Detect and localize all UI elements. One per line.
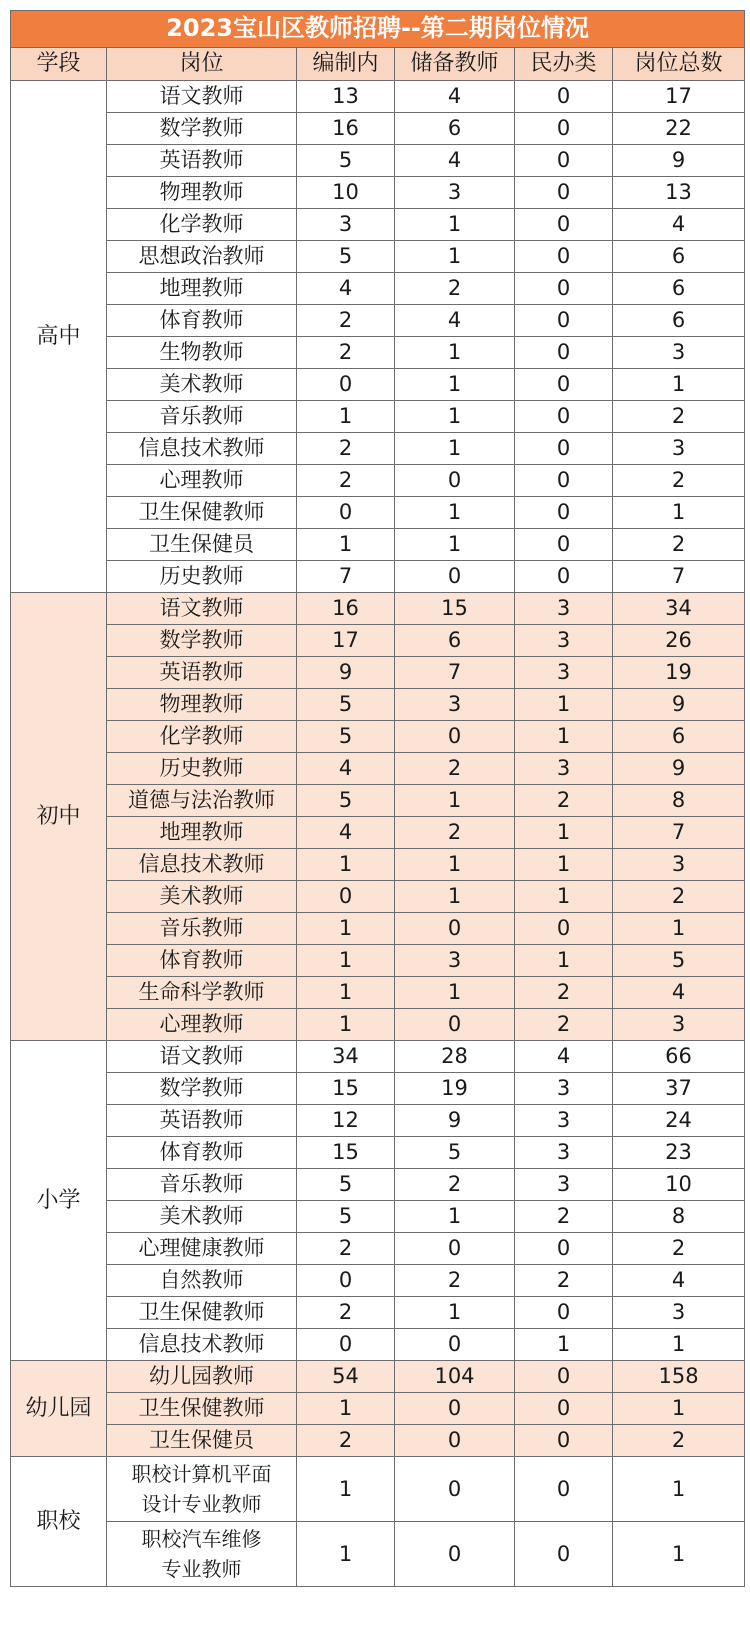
total-cell: 26	[613, 625, 745, 657]
post-cell: 信息技术教师	[107, 433, 297, 465]
table-row	[11, 1041, 745, 1073]
bianzhi-cell: 5	[297, 1201, 395, 1233]
total-cell: 7	[613, 817, 745, 849]
header-total: 岗位总数	[613, 48, 745, 81]
total-cell: 4	[613, 1265, 745, 1297]
chubei-cell: 0	[395, 1233, 515, 1265]
post-cell: 体育教师	[107, 305, 297, 337]
chubei-cell: 15	[395, 593, 515, 625]
chubei-cell: 0	[395, 561, 515, 593]
header-row	[11, 48, 745, 81]
table-row	[11, 465, 745, 497]
minban-cell: 2	[515, 1201, 613, 1233]
table-row	[11, 369, 745, 401]
minban-cell: 3	[515, 753, 613, 785]
post-cell: 美术教师	[107, 369, 297, 401]
total-cell: 24	[613, 1105, 745, 1137]
chubei-cell: 2	[395, 817, 515, 849]
chubei-cell: 4	[395, 305, 515, 337]
minban-cell: 0	[515, 401, 613, 433]
total-cell: 19	[613, 657, 745, 689]
total-cell: 1	[613, 913, 745, 945]
post-cell: 卫生保健员	[107, 1425, 297, 1457]
minban-cell: 1	[515, 881, 613, 913]
chubei-cell: 2	[395, 1169, 515, 1201]
chubei-cell: 0	[395, 1329, 515, 1361]
minban-cell: 0	[515, 273, 613, 305]
chubei-cell: 1	[395, 337, 515, 369]
chubei-cell: 3	[395, 945, 515, 977]
total-cell: 1	[613, 1457, 745, 1522]
table-row	[11, 1393, 745, 1425]
table-row	[11, 1361, 745, 1393]
bianzhi-cell: 2	[297, 1233, 395, 1265]
post-cell: 地理教师	[107, 817, 297, 849]
minban-cell: 0	[515, 369, 613, 401]
total-cell: 2	[613, 1425, 745, 1457]
minban-cell: 0	[515, 1393, 613, 1425]
post-cell: 心理教师	[107, 465, 297, 497]
minban-cell: 0	[515, 209, 613, 241]
post-cell: 体育教师	[107, 945, 297, 977]
bianzhi-cell: 0	[297, 881, 395, 913]
table-row	[11, 401, 745, 433]
post-cell: 生命科学教师	[107, 977, 297, 1009]
minban-cell: 0	[515, 1233, 613, 1265]
post-cell: 历史教师	[107, 561, 297, 593]
post-cell: 语文教师	[107, 1041, 297, 1073]
minban-cell: 0	[515, 177, 613, 209]
table-row	[11, 1297, 745, 1329]
bianzhi-cell: 5	[297, 145, 395, 177]
minban-cell: 0	[515, 113, 613, 145]
header-chubei: 储备教师	[395, 48, 515, 81]
minban-cell: 2	[515, 785, 613, 817]
table-row	[11, 657, 745, 689]
total-cell: 1	[613, 1329, 745, 1361]
bianzhi-cell: 2	[297, 337, 395, 369]
minban-cell: 0	[515, 465, 613, 497]
chubei-cell: 0	[395, 465, 515, 497]
chubei-cell: 3	[395, 689, 515, 721]
post-cell: 音乐教师	[107, 913, 297, 945]
table-row	[11, 625, 745, 657]
minban-cell: 3	[515, 1169, 613, 1201]
total-cell: 2	[613, 465, 745, 497]
segment-cell: 职校	[11, 1457, 107, 1587]
bianzhi-cell: 15	[297, 1073, 395, 1105]
minban-cell: 3	[515, 1073, 613, 1105]
minban-cell: 1	[515, 945, 613, 977]
minban-cell: 0	[515, 241, 613, 273]
segment-cell: 高中	[11, 81, 107, 593]
bianzhi-cell: 5	[297, 689, 395, 721]
post-cell: 心理健康教师	[107, 1233, 297, 1265]
post-cell: 信息技术教师	[107, 1329, 297, 1361]
total-cell: 6	[613, 305, 745, 337]
table-row	[11, 1233, 745, 1265]
total-cell: 23	[613, 1137, 745, 1169]
post-cell: 音乐教师	[107, 1169, 297, 1201]
chubei-cell: 1	[395, 209, 515, 241]
chubei-cell: 6	[395, 625, 515, 657]
minban-cell: 3	[515, 625, 613, 657]
post-cell: 历史教师	[107, 753, 297, 785]
minban-cell: 0	[515, 529, 613, 561]
chubei-cell: 9	[395, 1105, 515, 1137]
table-row	[11, 1457, 745, 1522]
minban-cell: 3	[515, 1105, 613, 1137]
chubei-cell: 1	[395, 881, 515, 913]
minban-cell: 2	[515, 1265, 613, 1297]
table-row	[11, 1073, 745, 1105]
total-cell: 9	[613, 689, 745, 721]
table-row	[11, 241, 745, 273]
bianzhi-cell: 7	[297, 561, 395, 593]
table-row	[11, 1169, 745, 1201]
bianzhi-cell: 1	[297, 977, 395, 1009]
chubei-cell: 28	[395, 1041, 515, 1073]
total-cell: 9	[613, 145, 745, 177]
chubei-cell: 1	[395, 785, 515, 817]
post-cell: 卫生保健教师	[107, 1297, 297, 1329]
bianzhi-cell: 2	[297, 305, 395, 337]
total-cell: 3	[613, 849, 745, 881]
table-row	[11, 273, 745, 305]
post-cell: 物理教师	[107, 177, 297, 209]
minban-cell: 0	[515, 913, 613, 945]
post-cell: 思想政治教师	[107, 241, 297, 273]
post-cell: 美术教师	[107, 1201, 297, 1233]
post-cell: 语文教师	[107, 81, 297, 113]
total-cell: 3	[613, 433, 745, 465]
total-cell: 9	[613, 753, 745, 785]
total-cell: 2	[613, 1233, 745, 1265]
minban-cell: 0	[515, 497, 613, 529]
post-cell: 卫生保健员	[107, 529, 297, 561]
total-cell: 158	[613, 1361, 745, 1393]
chubei-cell: 4	[395, 81, 515, 113]
bianzhi-cell: 0	[297, 369, 395, 401]
bianzhi-cell: 3	[297, 209, 395, 241]
total-cell: 3	[613, 337, 745, 369]
table-title: 2023宝山区教师招聘--第二期岗位情况	[11, 11, 745, 48]
minban-cell: 0	[515, 145, 613, 177]
bianzhi-cell: 5	[297, 785, 395, 817]
total-cell: 6	[613, 273, 745, 305]
bianzhi-cell: 2	[297, 1425, 395, 1457]
chubei-cell: 0	[395, 913, 515, 945]
chubei-cell: 3	[395, 177, 515, 209]
bianzhi-cell: 10	[297, 177, 395, 209]
post-cell: 音乐教师	[107, 401, 297, 433]
post-cell: 幼儿园教师	[107, 1361, 297, 1393]
minban-cell: 0	[515, 1522, 613, 1587]
total-cell: 4	[613, 977, 745, 1009]
chubei-cell: 1	[395, 241, 515, 273]
post-cell: 物理教师	[107, 689, 297, 721]
table-row	[11, 1522, 745, 1587]
table-row	[11, 881, 745, 913]
post-cell: 数学教师	[107, 113, 297, 145]
bianzhi-cell: 0	[297, 1265, 395, 1297]
bianzhi-cell: 1	[297, 945, 395, 977]
post-cell: 英语教师	[107, 657, 297, 689]
post-cell: 化学教师	[107, 721, 297, 753]
total-cell: 3	[613, 1009, 745, 1041]
post-cell: 数学教师	[107, 1073, 297, 1105]
header-post: 岗位	[107, 48, 297, 81]
bianzhi-cell: 17	[297, 625, 395, 657]
table-row	[11, 1009, 745, 1041]
total-cell: 2	[613, 881, 745, 913]
minban-cell: 2	[515, 1009, 613, 1041]
minban-cell: 3	[515, 593, 613, 625]
chubei-cell: 6	[395, 113, 515, 145]
post-cell: 英语教师	[107, 1105, 297, 1137]
bianzhi-cell: 34	[297, 1041, 395, 1073]
table-row	[11, 1425, 745, 1457]
total-cell: 5	[613, 945, 745, 977]
chubei-cell: 7	[395, 657, 515, 689]
total-cell: 4	[613, 209, 745, 241]
minban-cell: 0	[515, 337, 613, 369]
post-cell: 卫生保健教师	[107, 1393, 297, 1425]
post-cell	[107, 1457, 297, 1522]
total-cell: 2	[613, 401, 745, 433]
chubei-cell: 2	[395, 753, 515, 785]
table-row	[11, 1265, 745, 1297]
table-row	[11, 433, 745, 465]
chubei-cell: 0	[395, 1522, 515, 1587]
total-cell: 1	[613, 1522, 745, 1587]
minban-cell: 1	[515, 721, 613, 753]
minban-cell: 0	[515, 433, 613, 465]
minban-cell: 0	[515, 81, 613, 113]
post-cell: 美术教师	[107, 881, 297, 913]
bianzhi-cell: 1	[297, 401, 395, 433]
minban-cell: 1	[515, 1329, 613, 1361]
total-cell: 7	[613, 561, 745, 593]
table-row	[11, 721, 745, 753]
total-cell: 1	[613, 1393, 745, 1425]
bianzhi-cell: 13	[297, 81, 395, 113]
post-cell: 化学教师	[107, 209, 297, 241]
post-cell: 生物教师	[107, 337, 297, 369]
table-row	[11, 177, 745, 209]
bianzhi-cell: 16	[297, 593, 395, 625]
bianzhi-cell: 54	[297, 1361, 395, 1393]
bianzhi-cell: 4	[297, 273, 395, 305]
table-row	[11, 785, 745, 817]
chubei-cell: 5	[395, 1137, 515, 1169]
chubei-cell: 1	[395, 1297, 515, 1329]
table-row	[11, 977, 745, 1009]
table-row	[11, 305, 745, 337]
bianzhi-cell: 5	[297, 721, 395, 753]
header-segment: 学段	[11, 48, 107, 81]
minban-cell: 0	[515, 1457, 613, 1522]
chubei-cell: 1	[395, 497, 515, 529]
table-row	[11, 145, 745, 177]
recruitment-table-sheet	[10, 10, 744, 1587]
bianzhi-cell: 4	[297, 817, 395, 849]
minban-cell: 1	[515, 817, 613, 849]
post-cell: 自然教师	[107, 1265, 297, 1297]
post-line: 职校计算机平面	[131, 1462, 272, 1486]
bianzhi-cell: 1	[297, 1009, 395, 1041]
table-row	[11, 593, 745, 625]
table-row	[11, 497, 745, 529]
total-cell: 6	[613, 721, 745, 753]
table-row	[11, 1201, 745, 1233]
minban-cell: 0	[515, 1297, 613, 1329]
bianzhi-cell: 5	[297, 1169, 395, 1201]
total-cell: 34	[613, 593, 745, 625]
segment-cell: 幼儿园	[11, 1361, 107, 1457]
post-cell: 体育教师	[107, 1137, 297, 1169]
chubei-cell: 1	[395, 529, 515, 561]
table-row	[11, 209, 745, 241]
chubei-cell: 4	[395, 145, 515, 177]
table-row	[11, 81, 745, 113]
minban-cell: 0	[515, 561, 613, 593]
post-cell: 卫生保健教师	[107, 497, 297, 529]
minban-cell: 1	[515, 849, 613, 881]
total-cell: 10	[613, 1169, 745, 1201]
table-row	[11, 113, 745, 145]
chubei-cell: 0	[395, 1425, 515, 1457]
total-cell: 1	[613, 497, 745, 529]
chubei-cell: 0	[395, 1457, 515, 1522]
minban-cell: 4	[515, 1041, 613, 1073]
post-cell: 语文教师	[107, 593, 297, 625]
table-row	[11, 1137, 745, 1169]
chubei-cell: 1	[395, 433, 515, 465]
chubei-cell: 0	[395, 1393, 515, 1425]
header-bianzhi: 编制内	[297, 48, 395, 81]
total-cell: 22	[613, 113, 745, 145]
segment-cell: 初中	[11, 593, 107, 1041]
bianzhi-cell: 1	[297, 1457, 395, 1522]
bianzhi-cell: 1	[297, 849, 395, 881]
post-cell: 英语教师	[107, 145, 297, 177]
minban-cell: 3	[515, 657, 613, 689]
minban-cell: 1	[515, 689, 613, 721]
chubei-cell: 1	[395, 977, 515, 1009]
chubei-cell: 2	[395, 273, 515, 305]
post-cell: 道德与法治教师	[107, 785, 297, 817]
bianzhi-cell: 2	[297, 1297, 395, 1329]
bianzhi-cell: 4	[297, 753, 395, 785]
chubei-cell: 0	[395, 1009, 515, 1041]
bianzhi-cell: 1	[297, 1522, 395, 1587]
total-cell: 8	[613, 785, 745, 817]
chubei-cell: 104	[395, 1361, 515, 1393]
post-cell	[107, 1522, 297, 1587]
total-cell: 13	[613, 177, 745, 209]
table-row	[11, 689, 745, 721]
chubei-cell: 19	[395, 1073, 515, 1105]
bianzhi-cell: 16	[297, 113, 395, 145]
bianzhi-cell: 2	[297, 465, 395, 497]
total-cell: 8	[613, 1201, 745, 1233]
bianzhi-cell: 5	[297, 241, 395, 273]
total-cell: 37	[613, 1073, 745, 1105]
total-cell: 6	[613, 241, 745, 273]
minban-cell: 0	[515, 305, 613, 337]
post-cell: 信息技术教师	[107, 849, 297, 881]
table-body	[11, 81, 745, 1587]
total-cell: 2	[613, 529, 745, 561]
post-line: 专业教师	[161, 1557, 242, 1581]
post-line: 设计专业教师	[141, 1492, 262, 1516]
table-row	[11, 337, 745, 369]
minban-cell: 2	[515, 977, 613, 1009]
bianzhi-cell: 1	[297, 913, 395, 945]
bianzhi-cell: 12	[297, 1105, 395, 1137]
total-cell: 17	[613, 81, 745, 113]
post-cell: 心理教师	[107, 1009, 297, 1041]
positions-table	[10, 10, 745, 1587]
table-row	[11, 913, 745, 945]
chubei-cell: 2	[395, 1265, 515, 1297]
total-cell: 66	[613, 1041, 745, 1073]
chubei-cell: 0	[395, 721, 515, 753]
table-row	[11, 1105, 745, 1137]
chubei-cell: 1	[395, 401, 515, 433]
bianzhi-cell: 0	[297, 1329, 395, 1361]
chubei-cell: 1	[395, 1201, 515, 1233]
table-row	[11, 849, 745, 881]
minban-cell: 0	[515, 1425, 613, 1457]
table-row	[11, 561, 745, 593]
bianzhi-cell: 1	[297, 529, 395, 561]
bianzhi-cell: 2	[297, 433, 395, 465]
chubei-cell: 1	[395, 369, 515, 401]
bianzhi-cell: 9	[297, 657, 395, 689]
post-cell: 地理教师	[107, 273, 297, 305]
minban-cell: 3	[515, 1137, 613, 1169]
table-row	[11, 753, 745, 785]
table-row	[11, 529, 745, 561]
bianzhi-cell: 15	[297, 1137, 395, 1169]
minban-cell: 0	[515, 1361, 613, 1393]
table-row	[11, 1329, 745, 1361]
bianzhi-cell: 0	[297, 497, 395, 529]
chubei-cell: 1	[395, 849, 515, 881]
total-cell: 1	[613, 369, 745, 401]
post-line: 职校汽车维修	[141, 1527, 262, 1551]
table-row	[11, 945, 745, 977]
header-minban: 民办类	[515, 48, 613, 81]
total-cell: 3	[613, 1297, 745, 1329]
table-row	[11, 817, 745, 849]
segment-cell: 小学	[11, 1041, 107, 1361]
bianzhi-cell: 1	[297, 1393, 395, 1425]
post-cell: 数学教师	[107, 625, 297, 657]
